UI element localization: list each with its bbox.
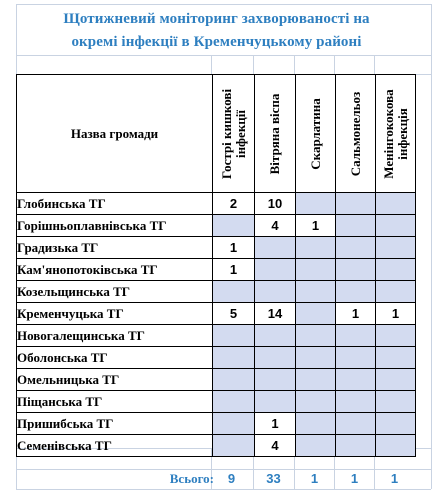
cell-scarlet-fever bbox=[296, 259, 336, 281]
community-name: Горішньоплавнівська ТГ bbox=[17, 215, 213, 237]
total-chickenpox: 33 bbox=[266, 471, 281, 486]
table-row bbox=[17, 325, 416, 347]
table-row bbox=[17, 391, 416, 413]
title-line-2: окремі інфекції в Кременчуцькому районі bbox=[71, 34, 362, 50]
cell-meningococcal bbox=[376, 193, 416, 215]
table-row bbox=[17, 259, 416, 281]
cell-scarlet-fever bbox=[296, 325, 336, 347]
header-scarlet-fever bbox=[296, 75, 336, 193]
cell-scarlet-fever bbox=[296, 391, 336, 413]
cell-scarlet-fever bbox=[296, 303, 336, 325]
total-salmonellosis: 1 bbox=[350, 471, 359, 486]
cell-chickenpox bbox=[255, 281, 296, 303]
cell-salmonellosis bbox=[336, 369, 376, 391]
cell-meningococcal bbox=[376, 369, 416, 391]
cell-scarlet-fever bbox=[296, 237, 336, 259]
cell-chickenpox: 1 bbox=[255, 413, 296, 435]
header-salmonellosis bbox=[336, 75, 376, 193]
cell-chickenpox: 4 bbox=[255, 435, 296, 457]
table-row bbox=[17, 347, 416, 369]
cell-scarlet-fever: 1 bbox=[296, 215, 336, 237]
header-intestinal-line2: інфекції bbox=[232, 109, 248, 158]
cell-chickenpox: 14 bbox=[255, 303, 296, 325]
community-name: Омельницька ТГ bbox=[17, 369, 213, 391]
cell-meningococcal: 1 bbox=[376, 303, 416, 325]
cell-intestinal: 1 bbox=[213, 237, 255, 259]
cell-chickenpox bbox=[255, 259, 296, 281]
header-chickenpox bbox=[255, 75, 296, 193]
page-title bbox=[0, 8, 433, 54]
cell-salmonellosis bbox=[336, 325, 376, 347]
cell-intestinal bbox=[213, 413, 255, 435]
header-meningococcal-line2: інфекція bbox=[394, 107, 410, 160]
header-chickenpox-label: Вітряна віспа bbox=[267, 93, 282, 174]
table-row bbox=[17, 303, 416, 325]
cell-salmonellosis bbox=[336, 413, 376, 435]
cell-intestinal bbox=[213, 215, 255, 237]
cell-salmonellosis: 1 bbox=[336, 303, 376, 325]
cell-meningococcal bbox=[376, 435, 416, 457]
cell-meningococcal bbox=[376, 413, 416, 435]
table-row bbox=[17, 435, 416, 457]
cell-meningococcal bbox=[376, 391, 416, 413]
community-name: Оболонська ТГ bbox=[17, 347, 213, 369]
cell-scarlet-fever bbox=[296, 369, 336, 391]
cell-scarlet-fever bbox=[296, 347, 336, 369]
cell-chickenpox bbox=[255, 369, 296, 391]
cell-intestinal: 2 bbox=[213, 193, 255, 215]
cell-salmonellosis bbox=[336, 391, 376, 413]
header-meningococcal-line1: Менінгококова bbox=[380, 88, 396, 179]
community-name: Новогалещинська ТГ bbox=[17, 325, 213, 347]
total-meningococcal: 1 bbox=[390, 471, 399, 486]
cell-intestinal bbox=[213, 369, 255, 391]
header-intestinal-line1: Гострі кишкові bbox=[218, 88, 234, 179]
table-row bbox=[17, 193, 416, 215]
cell-chickenpox: 10 bbox=[255, 193, 296, 215]
community-name: Кременчуцька ТГ bbox=[17, 303, 213, 325]
header-name: Назва громади bbox=[17, 75, 213, 193]
community-name: Семенівська ТГ bbox=[17, 435, 213, 457]
table-header-row bbox=[17, 75, 416, 193]
morbidity-table bbox=[16, 74, 416, 457]
cell-meningococcal bbox=[376, 259, 416, 281]
table-row bbox=[17, 369, 416, 391]
cell-salmonellosis bbox=[336, 281, 376, 303]
cell-chickenpox bbox=[255, 347, 296, 369]
cell-salmonellosis bbox=[336, 435, 376, 457]
cell-intestinal bbox=[213, 281, 255, 303]
cell-salmonellosis bbox=[336, 237, 376, 259]
header-meningococcal bbox=[376, 75, 416, 193]
total-scarlet-fever: 1 bbox=[310, 471, 319, 486]
cell-intestinal bbox=[213, 435, 255, 457]
cell-meningococcal bbox=[376, 281, 416, 303]
community-name: Градизька ТГ bbox=[17, 237, 213, 259]
total-intestinal: 9 bbox=[227, 471, 236, 486]
title-line-1: Щотижневий моніторинг захворюваності на bbox=[63, 11, 370, 27]
community-name: Глобинська ТГ bbox=[17, 193, 213, 215]
cell-meningococcal bbox=[376, 325, 416, 347]
table-row bbox=[17, 281, 416, 303]
cell-intestinal bbox=[213, 347, 255, 369]
cell-salmonellosis bbox=[336, 347, 376, 369]
table-row bbox=[17, 215, 416, 237]
cell-meningococcal bbox=[376, 215, 416, 237]
table-row bbox=[17, 237, 416, 259]
community-name: Козельщинська ТГ bbox=[17, 281, 213, 303]
community-name: Кам'янопотоківська ТГ bbox=[17, 259, 213, 281]
cell-salmonellosis bbox=[336, 259, 376, 281]
community-name: Пришибська ТГ bbox=[17, 413, 213, 435]
cell-scarlet-fever bbox=[296, 435, 336, 457]
header-intestinal bbox=[213, 75, 255, 193]
cell-salmonellosis bbox=[336, 193, 376, 215]
cell-chickenpox bbox=[255, 325, 296, 347]
community-name: Піщанська ТГ bbox=[17, 391, 213, 413]
cell-intestinal: 1 bbox=[213, 259, 255, 281]
header-salmonellosis-label: Сальмонельоз bbox=[347, 91, 363, 176]
header-scarlet-fever-label: Скарлатина bbox=[307, 97, 323, 170]
cell-salmonellosis bbox=[336, 215, 376, 237]
cell-chickenpox bbox=[255, 237, 296, 259]
cell-chickenpox: 4 bbox=[255, 215, 296, 237]
cell-scarlet-fever bbox=[296, 413, 336, 435]
cell-scarlet-fever bbox=[296, 193, 336, 215]
cell-intestinal: 5 bbox=[213, 303, 255, 325]
totals-row bbox=[0, 469, 433, 489]
table-row bbox=[17, 413, 416, 435]
totals-label: Всього: bbox=[169, 471, 214, 486]
cell-intestinal bbox=[213, 391, 255, 413]
cell-intestinal bbox=[213, 325, 255, 347]
cell-scarlet-fever bbox=[296, 281, 336, 303]
cell-chickenpox bbox=[255, 391, 296, 413]
cell-meningococcal bbox=[376, 237, 416, 259]
cell-meningococcal bbox=[376, 347, 416, 369]
